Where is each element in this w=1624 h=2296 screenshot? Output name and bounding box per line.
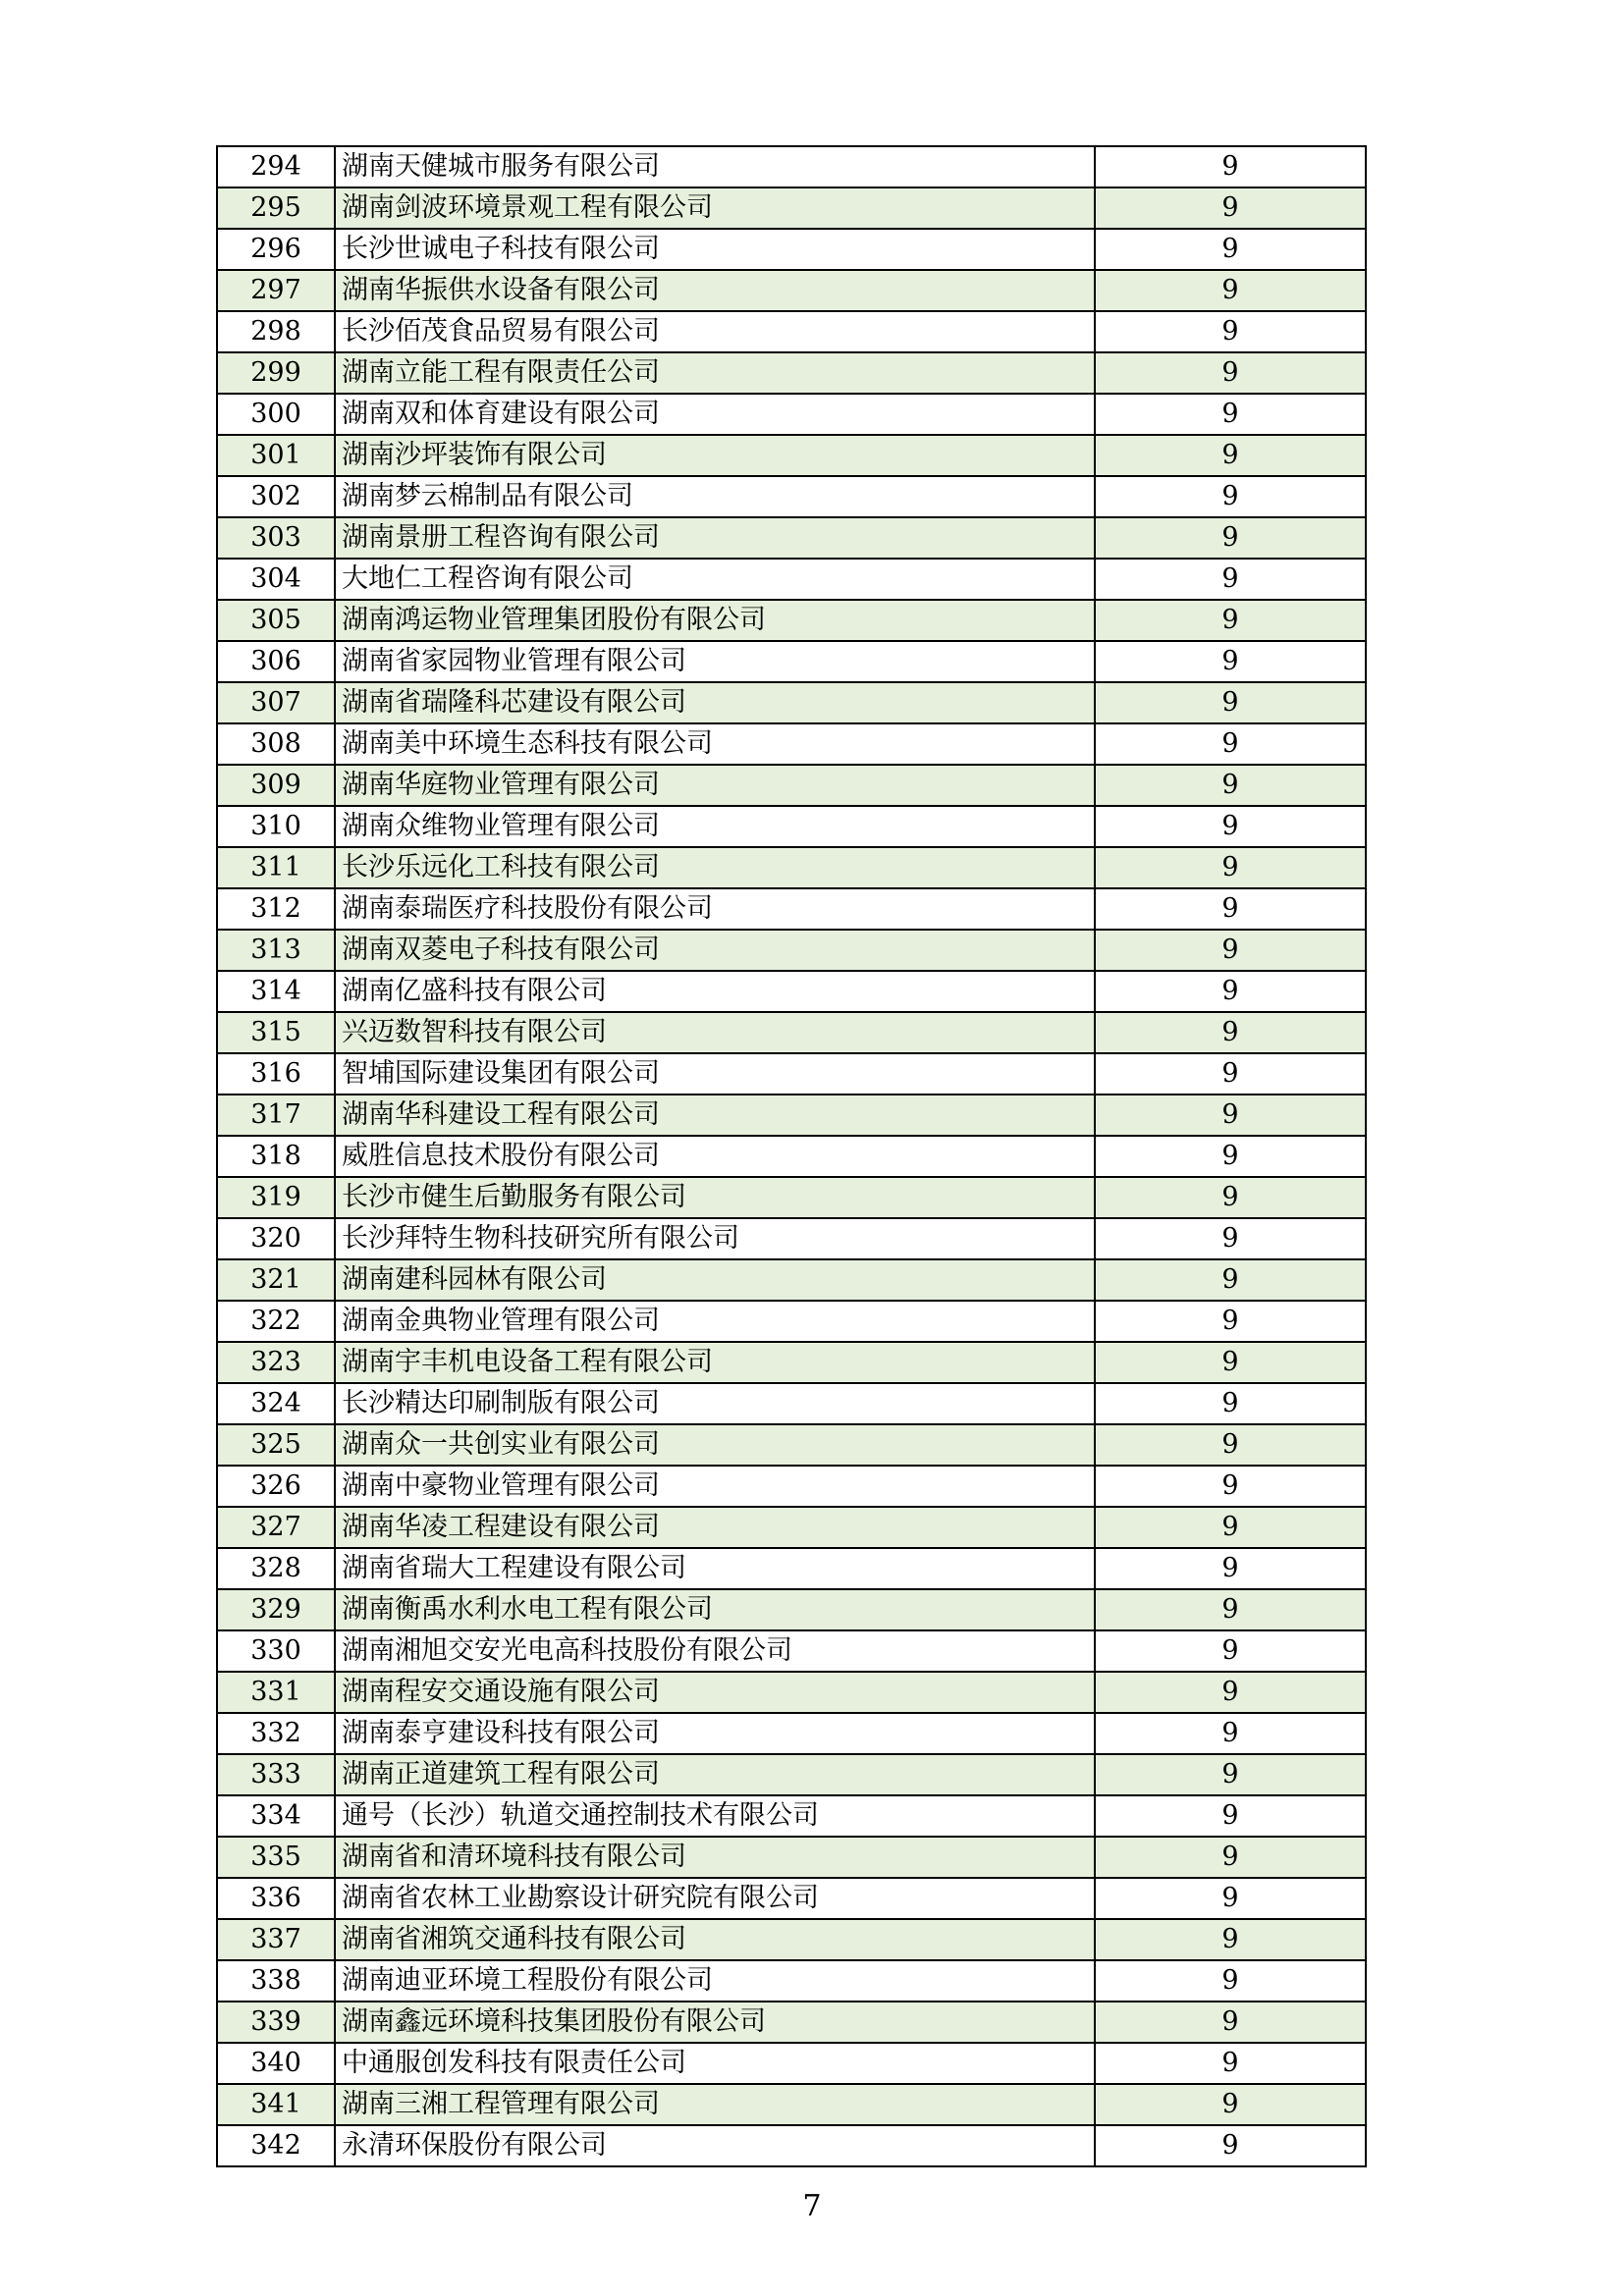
table-row bbox=[217, 682, 1366, 723]
company-name-cell: 湖南华科建设工程有限公司 bbox=[335, 1095, 1095, 1136]
row-number-cell: 329 bbox=[217, 1589, 335, 1630]
row-number-cell: 331 bbox=[217, 1672, 335, 1713]
row-number-cell: 328 bbox=[217, 1548, 335, 1589]
score-cell: 9 bbox=[1095, 2125, 1366, 2166]
company-name-cell: 湖南亿盛科技有限公司 bbox=[335, 971, 1095, 1012]
table-row bbox=[217, 1342, 1366, 1383]
company-name-cell: 湖南省和清环境科技有限公司 bbox=[335, 1837, 1095, 1878]
row-number-cell: 341 bbox=[217, 2084, 335, 2125]
row-number-cell: 316 bbox=[217, 1053, 335, 1095]
score-cell: 9 bbox=[1095, 1878, 1366, 1919]
table-row bbox=[217, 146, 1366, 187]
row-number-cell: 332 bbox=[217, 1713, 335, 1754]
table-row bbox=[217, 1466, 1366, 1507]
row-number-cell: 296 bbox=[217, 229, 335, 270]
company-name-cell: 长沙世诚电子科技有限公司 bbox=[335, 229, 1095, 270]
row-number-cell: 342 bbox=[217, 2125, 335, 2166]
table-row bbox=[217, 2002, 1366, 2043]
row-number-cell: 318 bbox=[217, 1136, 335, 1177]
row-number-cell: 338 bbox=[217, 1960, 335, 2002]
table-row bbox=[217, 1301, 1366, 1342]
score-cell: 9 bbox=[1095, 806, 1366, 847]
company-name-cell: 长沙乐远化工科技有限公司 bbox=[335, 847, 1095, 888]
table-row bbox=[217, 1548, 1366, 1589]
company-name-cell: 湖南天健城市服务有限公司 bbox=[335, 146, 1095, 187]
company-name-cell: 湖南双和体育建设有限公司 bbox=[335, 394, 1095, 435]
row-number-cell: 325 bbox=[217, 1424, 335, 1466]
table-row bbox=[217, 1630, 1366, 1672]
company-name-cell: 中通服创发科技有限责任公司 bbox=[335, 2043, 1095, 2084]
company-name-cell: 湖南双菱电子科技有限公司 bbox=[335, 930, 1095, 971]
row-number-cell: 323 bbox=[217, 1342, 335, 1383]
score-cell: 9 bbox=[1095, 229, 1366, 270]
row-number-cell: 300 bbox=[217, 394, 335, 435]
score-cell: 9 bbox=[1095, 517, 1366, 559]
table-row bbox=[217, 1259, 1366, 1301]
table-row bbox=[217, 847, 1366, 888]
company-name-cell: 湖南泰亨建设科技有限公司 bbox=[335, 1713, 1095, 1754]
row-number-cell: 314 bbox=[217, 971, 335, 1012]
company-name-cell: 湖南华振供水设备有限公司 bbox=[335, 270, 1095, 311]
table-row bbox=[217, 1012, 1366, 1053]
company-name-cell: 湖南梦云棉制品有限公司 bbox=[335, 476, 1095, 517]
score-cell: 9 bbox=[1095, 1919, 1366, 1960]
score-cell: 9 bbox=[1095, 559, 1366, 600]
company-name-cell: 湖南美中环境生态科技有限公司 bbox=[335, 723, 1095, 765]
score-cell: 9 bbox=[1095, 2043, 1366, 2084]
row-number-cell: 295 bbox=[217, 187, 335, 229]
table-row bbox=[217, 2043, 1366, 2084]
table-row bbox=[217, 1383, 1366, 1424]
company-score-table bbox=[216, 145, 1367, 2167]
table-row bbox=[217, 1589, 1366, 1630]
score-cell: 9 bbox=[1095, 1795, 1366, 1837]
row-number-cell: 326 bbox=[217, 1466, 335, 1507]
company-name-cell: 湖南众一共创实业有限公司 bbox=[335, 1424, 1095, 1466]
row-number-cell: 336 bbox=[217, 1878, 335, 1919]
row-number-cell: 337 bbox=[217, 1919, 335, 1960]
table-row bbox=[217, 2084, 1366, 2125]
company-name-cell: 湖南省瑞隆科芯建设有限公司 bbox=[335, 682, 1095, 723]
score-cell: 9 bbox=[1095, 930, 1366, 971]
table-row bbox=[217, 2125, 1366, 2166]
row-number-cell: 308 bbox=[217, 723, 335, 765]
table-row bbox=[217, 723, 1366, 765]
table-row bbox=[217, 600, 1366, 641]
table-row bbox=[217, 806, 1366, 847]
score-cell: 9 bbox=[1095, 1960, 1366, 2002]
score-cell: 9 bbox=[1095, 1424, 1366, 1466]
company-name-cell: 湖南湘旭交安光电高科技股份有限公司 bbox=[335, 1630, 1095, 1672]
company-name-cell: 湖南迪亚环境工程股份有限公司 bbox=[335, 1960, 1095, 2002]
company-name-cell: 大地仁工程咨询有限公司 bbox=[335, 559, 1095, 600]
row-number-cell: 320 bbox=[217, 1218, 335, 1259]
score-cell: 9 bbox=[1095, 641, 1366, 682]
score-cell: 9 bbox=[1095, 1095, 1366, 1136]
company-name-cell: 长沙佰茂食品贸易有限公司 bbox=[335, 311, 1095, 352]
row-number-cell: 339 bbox=[217, 2002, 335, 2043]
company-name-cell: 湖南省湘筑交通科技有限公司 bbox=[335, 1919, 1095, 1960]
company-name-cell: 湖南衡禹水利水电工程有限公司 bbox=[335, 1589, 1095, 1630]
table-row bbox=[217, 1095, 1366, 1136]
score-cell: 9 bbox=[1095, 682, 1366, 723]
table-row bbox=[217, 187, 1366, 229]
company-name-cell: 湖南沙坪装饰有限公司 bbox=[335, 435, 1095, 476]
score-cell: 9 bbox=[1095, 1012, 1366, 1053]
table-row bbox=[217, 1919, 1366, 1960]
score-cell: 9 bbox=[1095, 1301, 1366, 1342]
score-cell: 9 bbox=[1095, 394, 1366, 435]
table-row bbox=[217, 1136, 1366, 1177]
row-number-cell: 340 bbox=[217, 2043, 335, 2084]
row-number-cell: 310 bbox=[217, 806, 335, 847]
row-number-cell: 334 bbox=[217, 1795, 335, 1837]
row-number-cell: 294 bbox=[217, 146, 335, 187]
company-name-cell: 通号（长沙）轨道交通控制技术有限公司 bbox=[335, 1795, 1095, 1837]
score-cell: 9 bbox=[1095, 187, 1366, 229]
row-number-cell: 301 bbox=[217, 435, 335, 476]
score-cell: 9 bbox=[1095, 1754, 1366, 1795]
row-number-cell: 319 bbox=[217, 1177, 335, 1218]
company-name-cell: 兴迈数智科技有限公司 bbox=[335, 1012, 1095, 1053]
row-number-cell: 309 bbox=[217, 765, 335, 806]
score-cell: 9 bbox=[1095, 1713, 1366, 1754]
company-name-cell: 湖南鑫远环境科技集团股份有限公司 bbox=[335, 2002, 1095, 2043]
row-number-cell: 302 bbox=[217, 476, 335, 517]
company-name-cell: 湖南省农林工业勘察设计研究院有限公司 bbox=[335, 1878, 1095, 1919]
score-cell: 9 bbox=[1095, 1466, 1366, 1507]
row-number-cell: 307 bbox=[217, 682, 335, 723]
company-name-cell: 湖南省瑞大工程建设有限公司 bbox=[335, 1548, 1095, 1589]
score-cell: 9 bbox=[1095, 971, 1366, 1012]
score-cell: 9 bbox=[1095, 1259, 1366, 1301]
score-cell: 9 bbox=[1095, 1177, 1366, 1218]
score-cell: 9 bbox=[1095, 146, 1366, 187]
table-row bbox=[217, 229, 1366, 270]
score-cell: 9 bbox=[1095, 1672, 1366, 1713]
score-cell: 9 bbox=[1095, 1507, 1366, 1548]
company-name-cell: 湖南正道建筑工程有限公司 bbox=[335, 1754, 1095, 1795]
company-name-cell: 威胜信息技术股份有限公司 bbox=[335, 1136, 1095, 1177]
score-cell: 9 bbox=[1095, 888, 1366, 930]
company-name-cell: 长沙市健生后勤服务有限公司 bbox=[335, 1177, 1095, 1218]
score-cell: 9 bbox=[1095, 765, 1366, 806]
company-name-cell: 湖南建科园林有限公司 bbox=[335, 1259, 1095, 1301]
row-number-cell: 298 bbox=[217, 311, 335, 352]
company-name-cell: 永清环保股份有限公司 bbox=[335, 2125, 1095, 2166]
table-row bbox=[217, 1878, 1366, 1919]
company-name-cell: 湖南省家园物业管理有限公司 bbox=[335, 641, 1095, 682]
row-number-cell: 299 bbox=[217, 352, 335, 394]
row-number-cell: 333 bbox=[217, 1754, 335, 1795]
company-name-cell: 湖南景册工程咨询有限公司 bbox=[335, 517, 1095, 559]
table-row bbox=[217, 352, 1366, 394]
score-cell: 9 bbox=[1095, 311, 1366, 352]
table-row bbox=[217, 1177, 1366, 1218]
company-name-cell: 湖南泰瑞医疗科技股份有限公司 bbox=[335, 888, 1095, 930]
score-cell: 9 bbox=[1095, 476, 1366, 517]
score-cell: 9 bbox=[1095, 2002, 1366, 2043]
score-cell: 9 bbox=[1095, 847, 1366, 888]
row-number-cell: 306 bbox=[217, 641, 335, 682]
company-name-cell: 湖南鸿运物业管理集团股份有限公司 bbox=[335, 600, 1095, 641]
company-name-cell: 湖南立能工程有限责任公司 bbox=[335, 352, 1095, 394]
score-cell: 9 bbox=[1095, 600, 1366, 641]
table-row bbox=[217, 559, 1366, 600]
company-name-cell: 湖南中豪物业管理有限公司 bbox=[335, 1466, 1095, 1507]
score-cell: 9 bbox=[1095, 1837, 1366, 1878]
row-number-cell: 297 bbox=[217, 270, 335, 311]
row-number-cell: 315 bbox=[217, 1012, 335, 1053]
table-row bbox=[217, 476, 1366, 517]
company-name-cell: 湖南金典物业管理有限公司 bbox=[335, 1301, 1095, 1342]
company-name-cell: 湖南剑波环境景观工程有限公司 bbox=[335, 187, 1095, 229]
score-cell: 9 bbox=[1095, 1342, 1366, 1383]
company-name-cell: 湖南华庭物业管理有限公司 bbox=[335, 765, 1095, 806]
score-cell: 9 bbox=[1095, 1548, 1366, 1589]
table-row bbox=[217, 311, 1366, 352]
row-number-cell: 321 bbox=[217, 1259, 335, 1301]
score-cell: 9 bbox=[1095, 270, 1366, 311]
row-number-cell: 317 bbox=[217, 1095, 335, 1136]
row-number-cell: 311 bbox=[217, 847, 335, 888]
score-cell: 9 bbox=[1095, 435, 1366, 476]
table-row bbox=[217, 1713, 1366, 1754]
score-cell: 9 bbox=[1095, 1383, 1366, 1424]
row-number-cell: 322 bbox=[217, 1301, 335, 1342]
table-row bbox=[217, 1795, 1366, 1837]
table-row bbox=[217, 1507, 1366, 1548]
table-row bbox=[217, 517, 1366, 559]
company-name-cell: 湖南众维物业管理有限公司 bbox=[335, 806, 1095, 847]
company-name-cell: 湖南宇丰机电设备工程有限公司 bbox=[335, 1342, 1095, 1383]
company-name-cell: 长沙拜特生物科技研究所有限公司 bbox=[335, 1218, 1095, 1259]
score-cell: 9 bbox=[1095, 1053, 1366, 1095]
row-number-cell: 303 bbox=[217, 517, 335, 559]
score-cell: 9 bbox=[1095, 352, 1366, 394]
table-row bbox=[217, 641, 1366, 682]
table-row bbox=[217, 394, 1366, 435]
table-row bbox=[217, 1218, 1366, 1259]
company-name-cell: 长沙精达印刷制版有限公司 bbox=[335, 1383, 1095, 1424]
table-row bbox=[217, 971, 1366, 1012]
row-number-cell: 327 bbox=[217, 1507, 335, 1548]
company-name-cell: 智埔国际建设集团有限公司 bbox=[335, 1053, 1095, 1095]
table-row bbox=[217, 270, 1366, 311]
page-number: 7 bbox=[802, 2189, 822, 2223]
score-cell: 9 bbox=[1095, 2084, 1366, 2125]
company-name-cell: 湖南华凌工程建设有限公司 bbox=[335, 1507, 1095, 1548]
score-cell: 9 bbox=[1095, 1136, 1366, 1177]
company-name-cell: 湖南三湘工程管理有限公司 bbox=[335, 2084, 1095, 2125]
score-cell: 9 bbox=[1095, 1589, 1366, 1630]
table-row bbox=[217, 930, 1366, 971]
company-name-cell: 湖南程安交通设施有限公司 bbox=[335, 1672, 1095, 1713]
table-body bbox=[217, 146, 1366, 2166]
row-number-cell: 324 bbox=[217, 1383, 335, 1424]
table-row bbox=[217, 1424, 1366, 1466]
score-cell: 9 bbox=[1095, 1218, 1366, 1259]
row-number-cell: 330 bbox=[217, 1630, 335, 1672]
table-row bbox=[217, 1837, 1366, 1878]
row-number-cell: 312 bbox=[217, 888, 335, 930]
row-number-cell: 335 bbox=[217, 1837, 335, 1878]
row-number-cell: 313 bbox=[217, 930, 335, 971]
table-row bbox=[217, 435, 1366, 476]
table-row bbox=[217, 1754, 1366, 1795]
table-row bbox=[217, 1053, 1366, 1095]
table-row bbox=[217, 1960, 1366, 2002]
table-row bbox=[217, 1672, 1366, 1713]
table-row bbox=[217, 765, 1366, 806]
row-number-cell: 304 bbox=[217, 559, 335, 600]
score-cell: 9 bbox=[1095, 1630, 1366, 1672]
row-number-cell: 305 bbox=[217, 600, 335, 641]
table-row bbox=[217, 888, 1366, 930]
score-cell: 9 bbox=[1095, 723, 1366, 765]
